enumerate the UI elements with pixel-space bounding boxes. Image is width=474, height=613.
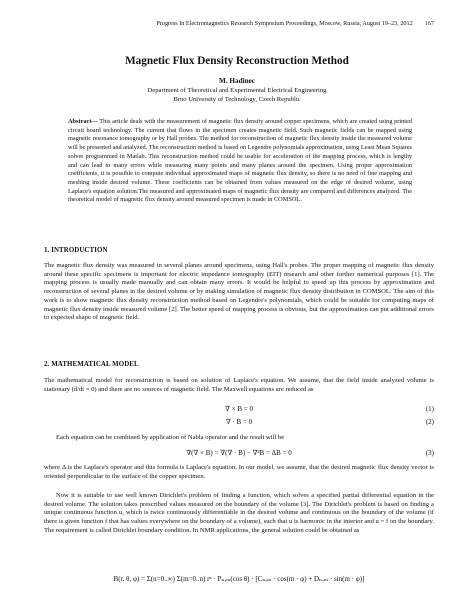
math-paragraph-3: where Δ is the Laplace's operator and this formula is Laplace's equation. In our model, we assume, that the desired magnetic flux density vector is oriented perpendicular to the surface of the copper specimen. [44,464,434,480]
author-name: M. Hadinec [219,77,255,85]
abstract-text: This article deals with the measurement of magnetic flux density around copper specimens, which are created using printed circuit board technology. The current that flows in the specimen creates magnetic field. Such magnetic fields can be mapped using magnetic resonance tomography or by Hall probes. The method for reconstruction of magnetic flux density inside the measured volume will be presented and analyzed. The reconstruction method is based on Legendre polynomials approximation, using Least Mean Squares solver programmed in Matlab. This reconstruction method could be usable for acceleration of the mapping process, which is lengthy and can lead to many errors while measuring many points and many planes around the specimen. Using proper approximation coefficients, it is possible to compute individual approximated maps of magnetic flux density, so there is no need of fine mapping and meshing inside desired volume. These coefficients can be obtained from values measured on the edge of desired volume, using Laplace's equation solution.The measured and approximated maps of magnetic flux density are compared and differences analyzed. The theoretical model of magnetic flux density around measured specimen is made in COMSOL. [68,118,412,204]
section-heading-introduction: 1. INTRODUCTION [44,247,108,254]
equation-2-body: ∇ · B = 0 [225,418,253,426]
equation-1-body: ∇ × B = 0 [225,405,253,413]
paper-title: Magnetic Flux Density Reconstruction Method [125,55,349,67]
introduction-paragraph: The magnetic flux density was measured in several planes around specimens, using Hall's probes. The proper mapping of magnetic flux density around these specific specimens is important for electric impedance tomography (EIT) research and other further numerical purposes [1]. The mapping process is usually made manually and can obtain many errors. It would be helpful to speed up this process by approximation and reconstruction of several planes in the desired volume or by making simulation of magnetic flux density distribution in COMSOL. The aim of this work is to show magnetic flux density reconstruction method based on Legendre's polynomials, which could be suitable for computing maps of magnetic flux density inside measured volume [2]. The better speed of mapping process is obvious, but the approximation can put additional errors to expected shape of magnetic field. [44,262,434,322]
section-heading-mathematical-model: 2. MATHEMATICAL MODEL [44,361,139,368]
equation-4-body: B(r, θ, φ) = Σ(n=0..∞) Σ(m=0..n) rⁿ · Pₙ,ₘ(cos θ) · [Cₙ,ₘ · cos(m · φ) + Dₙ,ₘ · sin(m · φ)] [113,575,365,583]
equation-1-number: (1) [425,405,434,413]
equation-3-number: (3) [425,449,434,457]
page-number: 167 [424,20,434,27]
affiliation-department: Department of Theoretical and Experimental Electrical Engineering [147,87,327,94]
abstract-label: Abstract— [68,118,98,125]
equation-2 [44,418,434,429]
equation-4 [44,575,434,586]
equation-3-body: ∇(∇ × B) = ∇(∇ · B) − ∇²B = ΔB = 0 [186,449,292,457]
math-paragraph-4: Now it is suitable to use well known Dirichlet's problem of finding a function, which solves a specified partial differential equation in the desired volume. The solution takes prescribed values measured on the boundary of the volume [3]. The Dirichlet's problem is based on finding a unique continuous function u, which is twice continuously differentiable in the desired volume and continuous on the boundary of the volume (if there is given function f that has values everywhere on the boundary of a volume), such that u is harmonic in the interior and u = f on the boundary. The requirement is called Dirichlet boundary condition. In NMR applications, the general solution could be obtained as [44,492,434,534]
affiliation-university: Brno University of Technology, Czech Republic [173,96,301,103]
math-paragraph-1: The mathematical model for reconstruction is based on solution of Laplace's equation. We assume, that the field inside analyzed volume is stationary (d/dt = 0) and there are no sources of magnetic field. The Maxwell equations are reduced as [44,377,434,393]
running-header [44,20,434,27]
equation-3 [44,449,434,460]
math-paragraph-2: Each equation can be combined by application of Nabla operator and the result will be [56,434,285,441]
abstract [68,118,412,205]
equation-1 [44,405,434,416]
equation-2-number: (2) [425,418,434,426]
running-head-text: Progress In Electromagnetics Research Symposium Proceedings, Moscow, Russia, August 19–23, 2012 [156,20,413,27]
